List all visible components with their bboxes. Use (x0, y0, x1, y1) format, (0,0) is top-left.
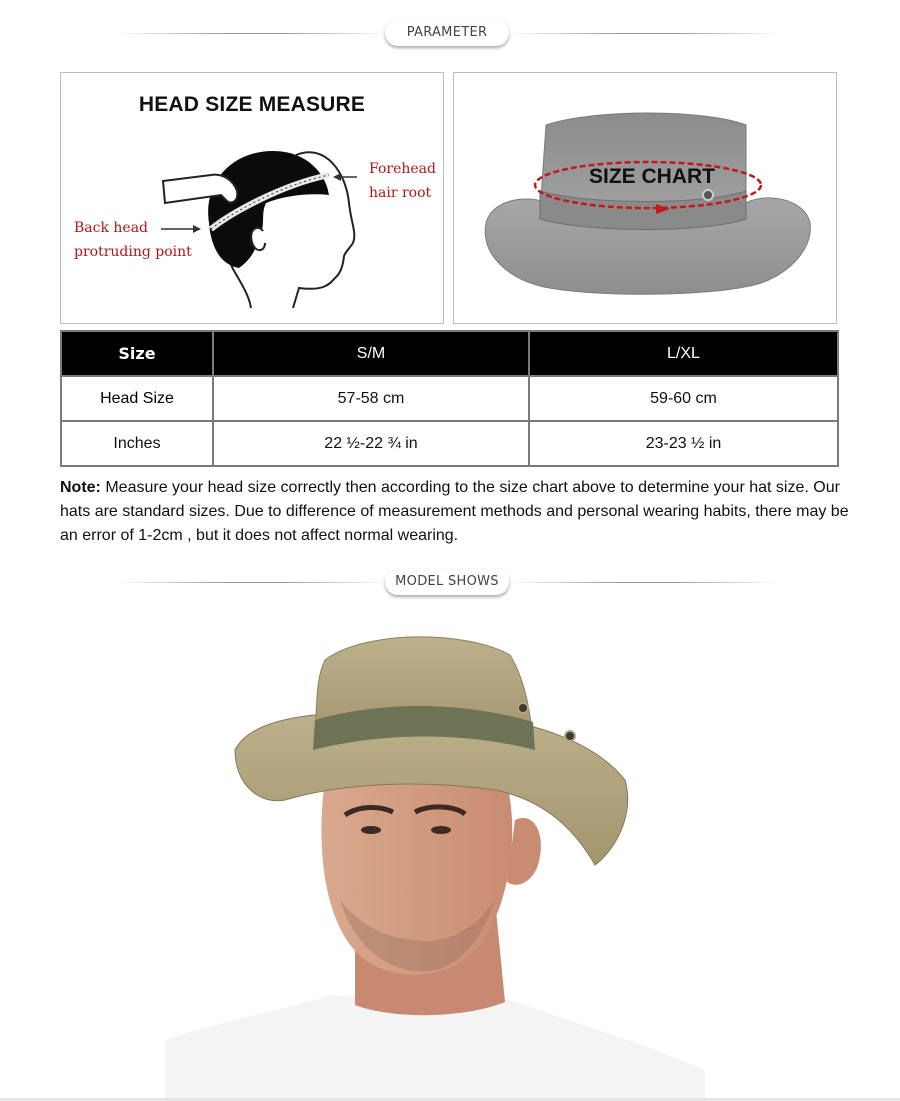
model-shows-title: MODEL SHOWS (385, 569, 509, 595)
table-row (61, 376, 838, 421)
gray-bucket-hat-image (454, 73, 836, 323)
head-size-measure-panel (60, 72, 444, 324)
table-cell: Head Size (61, 376, 213, 421)
back-head-label (74, 216, 192, 264)
table-row (61, 421, 838, 466)
table-header-row (61, 331, 838, 376)
back-head-label-line1: Back head (74, 220, 149, 236)
table-cell: 57-58 cm (213, 376, 529, 421)
divider-line (118, 582, 388, 583)
back-head-label-line2: protruding point (74, 244, 192, 260)
forehead-label (369, 157, 436, 205)
table-cell: 59-60 cm (529, 376, 838, 421)
note-label: Note: (60, 479, 101, 496)
table-header-cell: S/M (213, 331, 529, 376)
forehead-label-line1: Forehead (369, 161, 436, 177)
divider-line (510, 33, 780, 34)
size-table (60, 330, 839, 467)
forehead-label-line2: hair root (369, 185, 432, 201)
note-text: Measure your head size correctly then according to the size chart above to determine your hat size. Our hats are standard sizes. Due to difference of measurement methods and personal wearing habits, there may be an error of 1-2cm , but it does not affect normal wearing. (60, 479, 849, 544)
table-cell: 22 ½-22 ¾ in (213, 421, 529, 466)
divider-line (118, 33, 388, 34)
table-cell: 23-23 ½ in (529, 421, 838, 466)
table-header-cell: Size (61, 331, 213, 376)
table-cell: Inches (61, 421, 213, 466)
divider-line (510, 582, 780, 583)
model-photo (165, 600, 705, 1100)
size-chart-title: SIZE CHART (589, 165, 715, 188)
size-note (60, 476, 850, 548)
parameter-title: PARAMETER (385, 20, 509, 46)
model-shows-header (0, 567, 900, 599)
size-chart-panel (453, 72, 837, 324)
head-size-measure-title: HEAD SIZE MEASURE (138, 93, 366, 116)
table-header-cell: L/XL (529, 331, 838, 376)
parameter-header (0, 18, 900, 50)
